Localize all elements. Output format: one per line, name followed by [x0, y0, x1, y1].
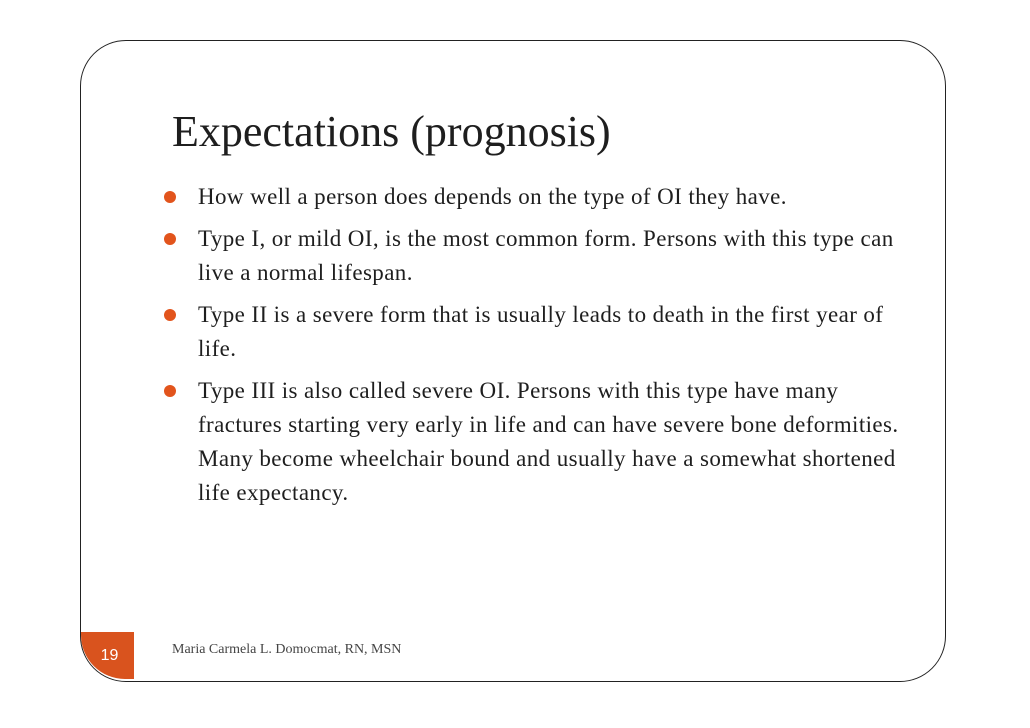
- bullet-dot-icon: [164, 309, 176, 321]
- bullet-text: Type II is a severe form that is usually leads to death in the first year of life.: [198, 302, 884, 361]
- bullet-item: [160, 180, 920, 214]
- bullet-dot-icon: [164, 191, 176, 203]
- bullet-text: Type I, or mild OI, is the most common form. Persons with this type can live a normal lifespan.: [198, 226, 894, 285]
- footer-author: Maria Carmela L. Domocmat, RN, MSN: [172, 642, 402, 657]
- slide-title: Expectations (prognosis): [172, 107, 611, 156]
- page-number-badge: 19: [81, 632, 134, 679]
- bullet-list: [160, 180, 920, 518]
- bullet-dot-icon: [164, 233, 176, 245]
- bullet-item: [160, 374, 920, 510]
- bullet-item: [160, 222, 920, 290]
- bullet-item: [160, 298, 920, 366]
- bullet-text: Type III is also called severe OI. Persons with this type have many fractures starting very early in life and can have severe bone deformities. Many become wheelchair bound and usually have a somewhat shortened life expectancy.: [198, 378, 899, 505]
- bullet-text: How well a person does depends on the type of OI they have.: [198, 184, 787, 209]
- bullet-dot-icon: [164, 385, 176, 397]
